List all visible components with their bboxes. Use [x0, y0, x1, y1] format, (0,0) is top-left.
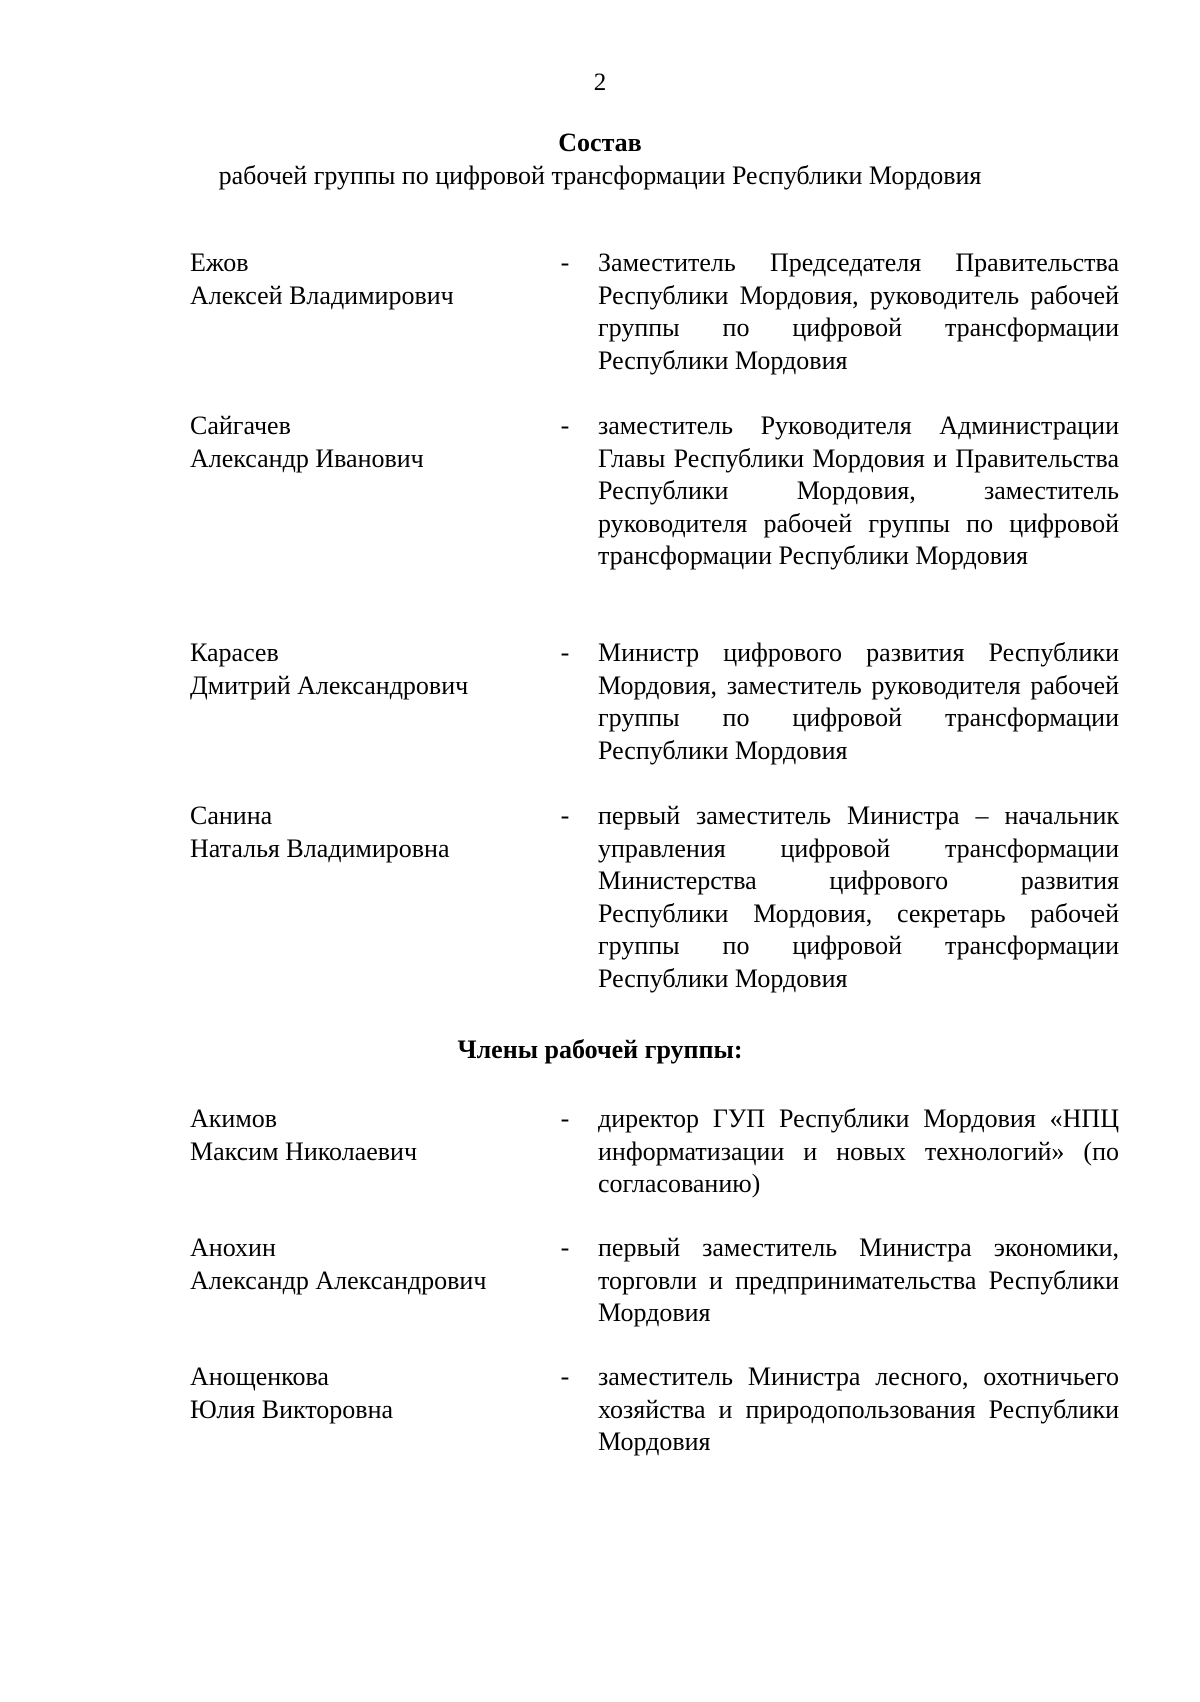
separator-dash: - [560, 1362, 570, 1391]
member-name [190, 1361, 530, 1426]
separator-dash: - [560, 638, 570, 667]
member-name [190, 800, 530, 865]
member-role: заместитель Руководителя Администрации Главы Республики Мордовия и Правительства Республики Мордовия, заместитель руководителя рабочей группы по цифровой трансформации Республики Мордовия [598, 411, 1119, 570]
member-surname: Акимов [190, 1104, 278, 1133]
document-subtitle: рабочей группы по цифровой трансформации Республики Мордовия [218, 161, 982, 190]
separator-dash: - [560, 248, 570, 277]
member-surname: Ежов [190, 248, 249, 277]
separator-dash: - [560, 1233, 570, 1262]
separator-dash: - [560, 801, 570, 830]
member-given-names: Наталья Владимировна [190, 833, 450, 863]
page-number: 2 [593, 69, 607, 96]
member-given-names: Александр Александрович [190, 1265, 487, 1295]
member-name [190, 410, 530, 475]
member-given-names: Александр Иванович [190, 443, 424, 473]
member-surname: Санина [190, 801, 273, 830]
member-role: заместитель Министра лесного, охотничьего хозяйства и природопользования Республики Мордовия [598, 1362, 1119, 1456]
member-given-names: Дмитрий Александрович [190, 670, 469, 700]
member-given-names: Юлия Викторовна [190, 1394, 394, 1424]
member-role: первый заместитель Министра экономики, торговли и предпринимательства Республики Мордовия [598, 1233, 1119, 1327]
member-surname: Карасев [190, 638, 279, 667]
member-role: Заместитель Председателя Правительства Республики Мордовия, руководитель рабочей группы по цифровой трансформации Республики Мордовия [598, 248, 1119, 375]
member-role: директор ГУП Республики Мордовия «НПЦ информатизации и новых технологий» (по согласованию) [598, 1104, 1119, 1198]
member-given-names: Алексей Владимирович [190, 280, 454, 310]
member-name [190, 1232, 530, 1297]
members-heading: Члены рабочей группы: [457, 1035, 743, 1064]
member-surname: Анохин [190, 1233, 276, 1262]
document-title: Состав [558, 128, 642, 157]
member-name [190, 1103, 530, 1168]
member-name [190, 247, 530, 312]
member-role: первый заместитель Министра – начальник управления цифровой трансформации Министерства цифрового развития Республики Мордовия, секретарь рабочей группы по цифровой трансформации Республики Мордовия [598, 801, 1119, 993]
member-surname: Сайгачев [190, 411, 291, 440]
separator-dash: - [560, 411, 570, 440]
member-surname: Анощенкова [190, 1362, 329, 1391]
separator-dash: - [560, 1104, 570, 1133]
member-name [190, 637, 530, 702]
member-given-names: Максим Николаевич [190, 1136, 418, 1166]
member-role: Министр цифрового развития Республики Мордовия, заместитель руководителя рабочей группы по цифровой трансформации Республики Мордовия [598, 638, 1119, 765]
